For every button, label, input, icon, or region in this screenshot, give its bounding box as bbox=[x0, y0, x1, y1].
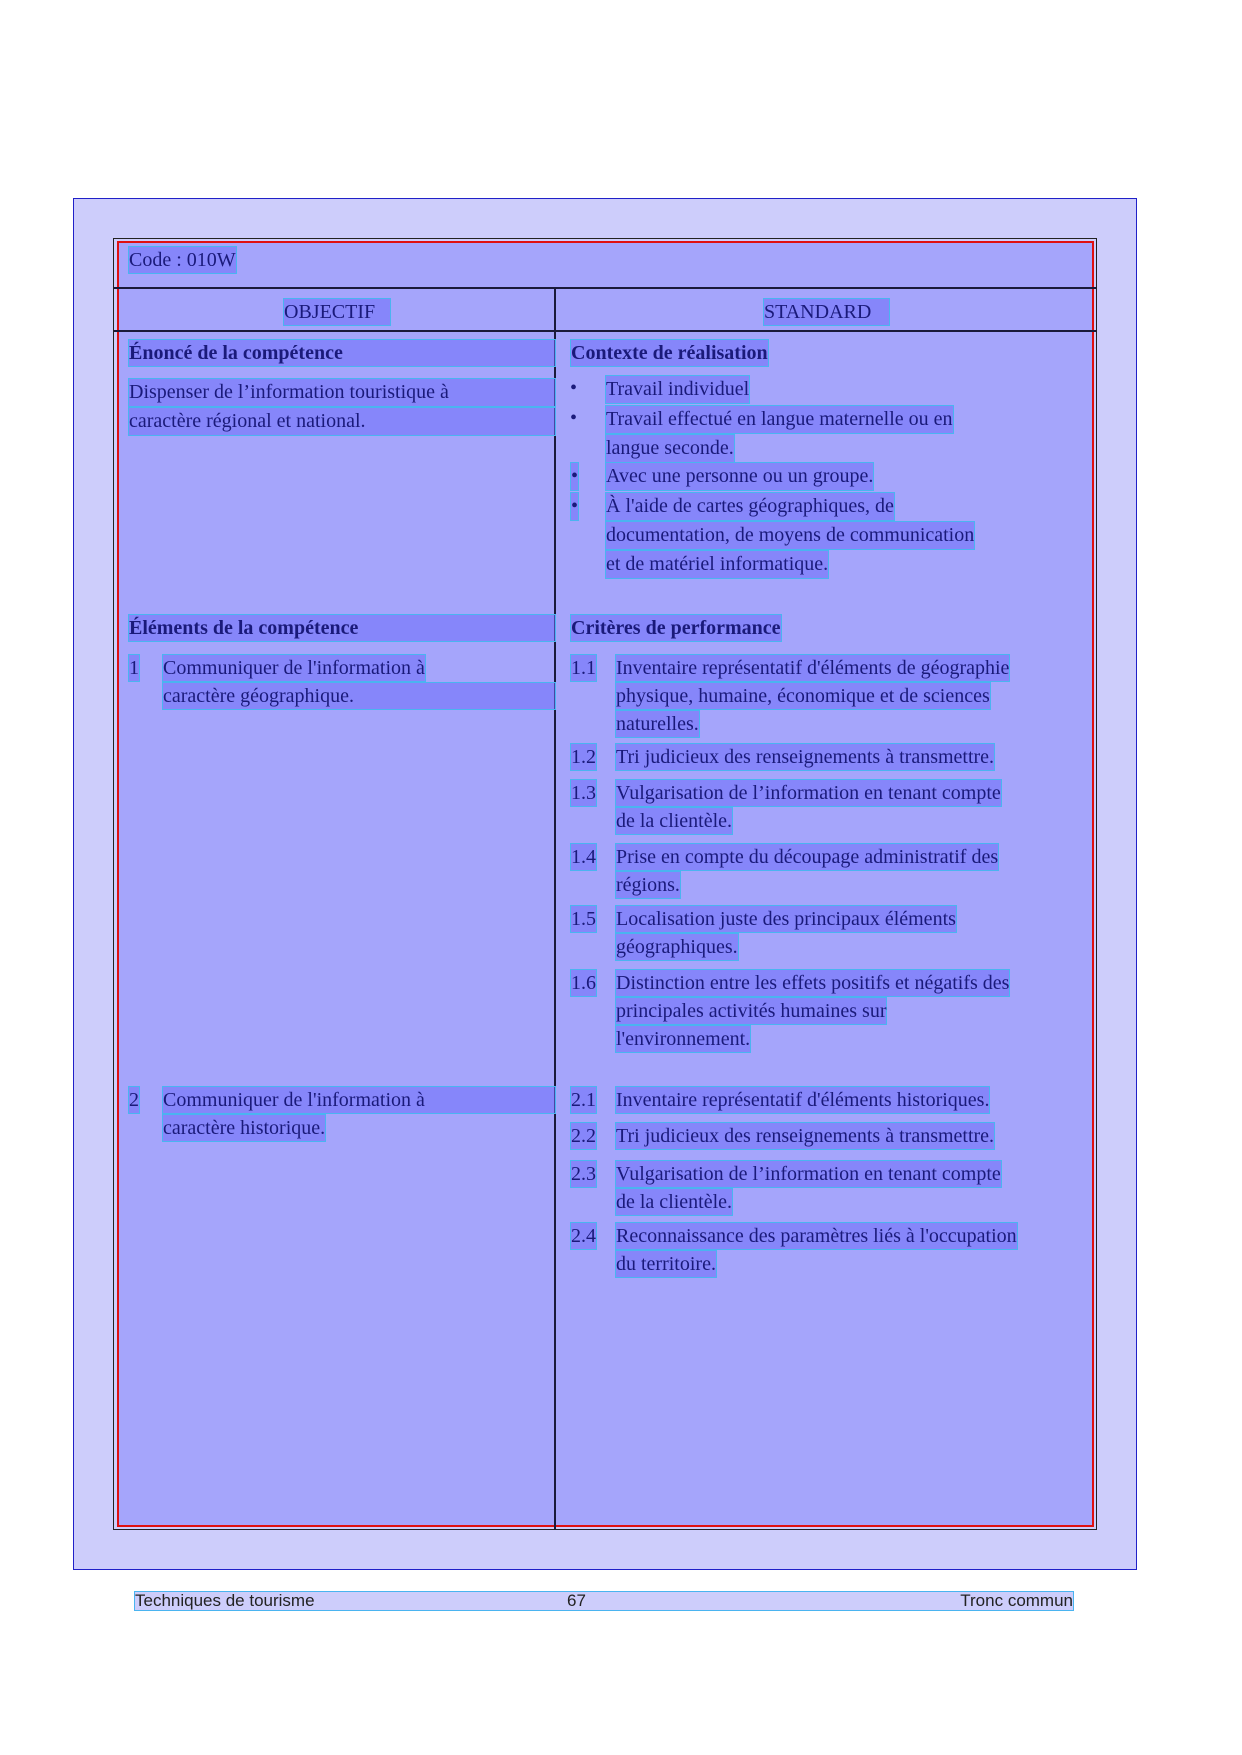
critere-line: Prise en compte du découpage administratif des bbox=[615, 843, 999, 871]
critere-line: principales activités humaines sur bbox=[615, 997, 887, 1025]
footer-program: Techniques de tourisme bbox=[135, 1591, 315, 1610]
element-line: Communiquer de l'information à bbox=[162, 654, 426, 682]
element-number: 1 bbox=[128, 654, 140, 682]
element-number: 2 bbox=[128, 1086, 140, 1114]
bullet-icon: • bbox=[570, 492, 579, 521]
critere-line: Inventaire représentatif d'éléments de géographie bbox=[615, 654, 1010, 682]
critere-line: Reconnaissance des paramètres liés à l'occupation bbox=[615, 1222, 1018, 1250]
enonce-line: caractère régional et national. bbox=[128, 407, 556, 436]
code-row-divider bbox=[114, 287, 1096, 289]
critere-line: Vulgarisation de l’information en tenant compte bbox=[615, 1160, 1002, 1188]
critere-number: 1.1 bbox=[570, 654, 597, 682]
contexte-line: Travail effectué en langue maternelle ou en bbox=[605, 405, 954, 434]
criteres-title: Critères de performance bbox=[570, 614, 782, 642]
critere-number: 1.3 bbox=[570, 779, 597, 807]
critere-number: 1.4 bbox=[570, 843, 597, 871]
contexte-line: et de matériel informatique. bbox=[605, 550, 829, 579]
bullet-icon: • bbox=[570, 462, 579, 491]
critere-line: Vulgarisation de l’information en tenant compte bbox=[615, 779, 1002, 807]
critere-line: de la clientèle. bbox=[615, 1188, 733, 1216]
critere-number: 1.6 bbox=[570, 969, 597, 997]
element-line: caractère historique. bbox=[162, 1114, 326, 1142]
bullet-icon: • bbox=[570, 377, 578, 399]
critere-line: Inventaire représentatif d'éléments historiques. bbox=[615, 1086, 990, 1114]
footer-section: Tronc commun bbox=[960, 1591, 1073, 1610]
contexte-line: langue seconde. bbox=[605, 434, 735, 463]
contexte-line: Travail individuel bbox=[605, 375, 750, 404]
page-number: 67 bbox=[567, 1591, 586, 1610]
column-divider bbox=[554, 289, 556, 1529]
critere-line: Tri judicieux des renseignements à transmettre. bbox=[615, 1122, 995, 1150]
header-objectif: OBJECTIF bbox=[283, 298, 391, 326]
contexte-line: documentation, de moyens de communication bbox=[605, 521, 975, 550]
enonce-line: Dispenser de l’information touristique à bbox=[128, 378, 556, 407]
critere-line: de la clientèle. bbox=[615, 807, 733, 835]
critere-line: l'environnement. bbox=[615, 1025, 751, 1053]
contexte-title: Contexte de réalisation bbox=[570, 339, 769, 367]
header-standard: STANDARD bbox=[763, 298, 890, 326]
critere-line: naturelles. bbox=[615, 710, 700, 738]
critere-number: 2.1 bbox=[570, 1086, 597, 1114]
enonce-title: Énoncé de la compétence bbox=[128, 339, 556, 367]
enonce-text bbox=[128, 378, 558, 436]
critere-line: du territoire. bbox=[615, 1250, 717, 1278]
critere-number: 2.4 bbox=[570, 1222, 597, 1250]
critere-number: 1.2 bbox=[570, 743, 597, 771]
critere-line: physique, humaine, économique et de sciences bbox=[615, 682, 991, 710]
critere-line: Localisation juste des principaux éléments bbox=[615, 905, 957, 933]
bullet-icon: • bbox=[570, 407, 578, 429]
critere-number: 1.5 bbox=[570, 905, 597, 933]
critere-line: régions. bbox=[615, 871, 681, 899]
critere-line: Tri judicieux des renseignements à transmettre. bbox=[615, 743, 995, 771]
contexte-line: Avec une personne ou un groupe. bbox=[605, 462, 874, 491]
competence-code: Code : 010W bbox=[128, 246, 237, 274]
page-footer bbox=[134, 1591, 1074, 1611]
element-line: Communiquer de l'information à bbox=[162, 1086, 556, 1114]
critere-line: géographiques. bbox=[615, 933, 739, 961]
header-row-divider bbox=[114, 330, 1096, 332]
contexte-line: À l'aide de cartes géographiques, de bbox=[605, 492, 895, 521]
critere-line: Distinction entre les effets positifs et négatifs des bbox=[615, 969, 1010, 997]
element-line: caractère géographique. bbox=[162, 682, 556, 710]
critere-number: 2.3 bbox=[570, 1160, 597, 1188]
critere-number: 2.2 bbox=[570, 1122, 597, 1150]
elements-title: Éléments de la compétence bbox=[128, 614, 556, 642]
